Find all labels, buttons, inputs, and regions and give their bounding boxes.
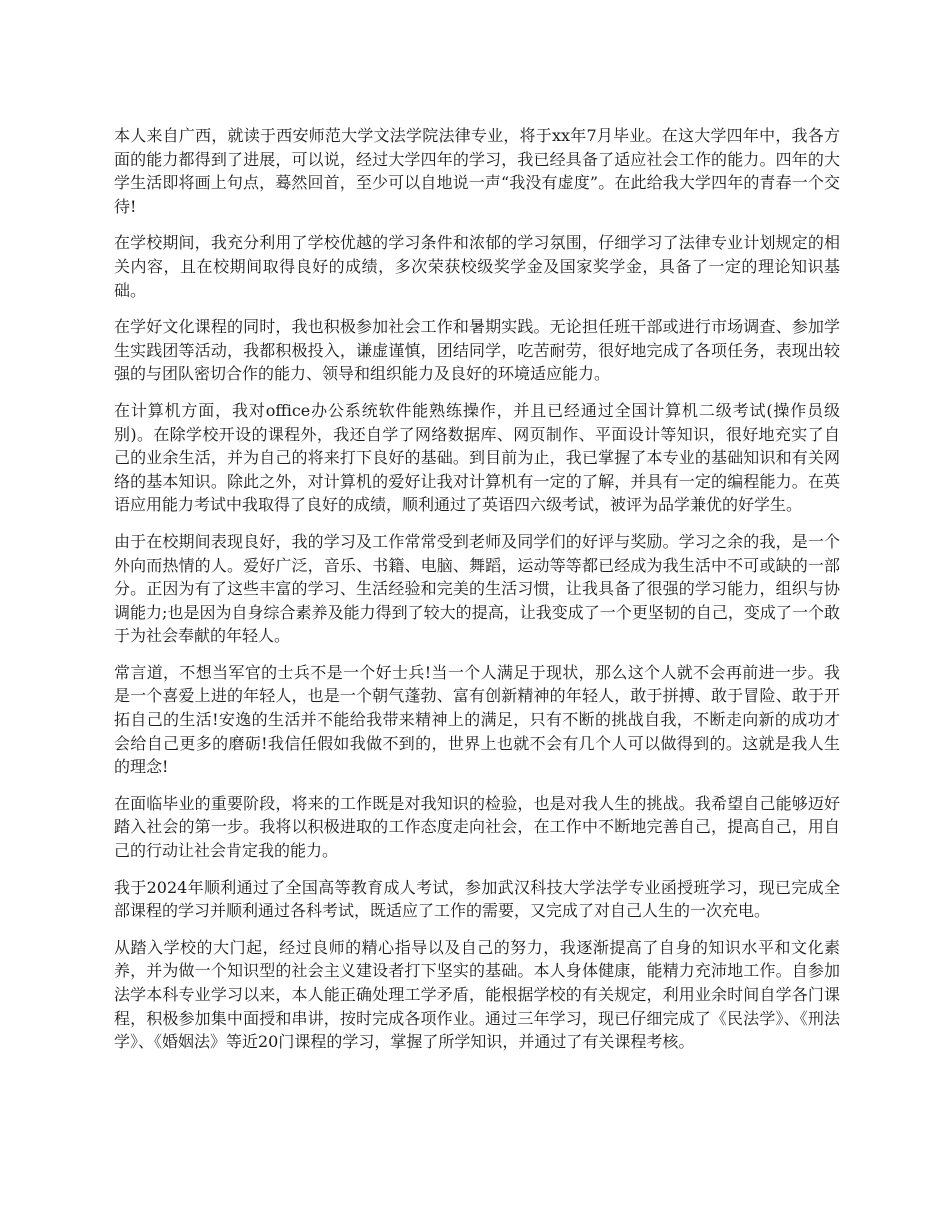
paragraph-study: 在学校期间，我充分利用了学校优越的学习条件和浓郁的学习氛围，仔细学习了法律专业计划规定的相关内容，且在校期间取得良好的成绩，多次荣获校级奖学金及国家奖学金，具备了一定的理论知识基础。 <box>114 233 840 300</box>
paragraph-computer-skills: 在计算机方面，我对office办公系统软件能熟练操作，并且已经通过全国计算机二级考试(操作员级别)。在除学校开设的课程外，我还自学了网络数据库、网页制作、平面设计等知识，很好地充实了自己的业余生活，并为自己的将来打下良好的基础。到目前为止，我已掌握了本专业的基础知识和有关网络的基本知识。除此之外，对计算机的爱好让我对计算机有一定的了解，并具有一定的编程能力。在英语应用能力考试中我取得了良好的成绩，顺利通过了英语四六级考试，被评为品学兼优的好学生。 <box>114 400 840 515</box>
paragraph-personality: 由于在校期间表现良好，我的学习及工作常常受到老师及同学们的好评与奖励。学习之余的我，是一个外向而热情的人。爱好广泛，音乐、书籍、电脑、舞蹈，运动等等都已经成为我生活中不可或缺的一部分。正因为有了这些丰富的学习、生活经验和完美的生活习惯，让我具备了很强的学习能力，组织与协调能力;也是因为自身综合素养及能力得到了较大的提高，让我变成了一个更坚韧的自己，变成了一个敢于为社会奉献的年轻人。 <box>114 531 840 646</box>
paragraph-philosophy: 常言道，不想当军官的士兵不是一个好士兵!当一个人满足于现状，那么这个人就不会再前进一步。我是一个喜爱上进的年轻人，也是一个朝气蓬勃、富有创新精神的年轻人，敢于拼搏、敢于冒险、敢于开拓自己的生活!安逸的生活并不能给我带来精神上的满足，只有不断的挑战自我，不断走向新的成功才会给自己更多的磨砺!我信任假如我做不到的，世界上也就不会有几个人可以做得到的。这就是我人生的理念! <box>114 662 840 777</box>
paragraph-graduation: 在面临毕业的重要阶段，将来的工作既是对我知识的检验，也是对我人生的挑战。我希望自己能够迈好踏入社会的第一步。我将以积极进取的工作态度走向社会，在工作中不断地完善自己，提高自己，用自己的行动让社会肯定我的能力。 <box>114 793 840 861</box>
paragraph-social-practice: 在学好文化课程的同时，我也积极参加社会工作和暑期实践。无论担任班干部或进行市场调查、参加学生实践团等活动，我都积极投入，谦虚谨慎，团结同学，吃苦耐劳，很好地完成了各项任务，表现出较强的与团队密切合作的能力、领导和组织能力及良好的环境适应能力。 <box>114 317 840 384</box>
paragraph-intro: 本人来自广西，就读于西安师范大学文法学院法律专业，将于xx年7月毕业。在这大学四年中，我各方面的能力都得到了进展，可以说，经过大学四年的学习，我已经具备了适应社会工作的能力。四年的大学生活即将画上句点，蓦然回首，至少可以自地说一声“我没有虚度”。在此给我大学四年的青春一个交待! <box>114 126 840 216</box>
paragraph-summary: 从踏入学校的大门起，经过良师的精心指导以及自己的努力，我逐渐提高了自身的知识水平和文化素养，并为做一个知识型的社会主义建设者打下坚实的基础。本人身体健康，能精力充沛地工作。自参加法学本科专业学习以来，本人能正确处理工学矛盾，能根据学校的有关规定，利用业余时间自学各门课程，积极参加集中面授和串讲，按时完成各项作业。通过三年学习，现已仔细完成了《民法学》、《刑法学》、《婚姻法》等近20门课程的学习，掌握了所学知识，并通过了有关课程考核。 <box>114 937 840 1052</box>
paragraph-adult-exam: 我于2024年顺利通过了全国高等教育成人考试，参加武汉科技大学法学专业函授班学习，现已完成全部课程的学习并顺利通过各科考试，既适应了工作的需要，又完成了对自己人生的一次充电。 <box>114 877 840 921</box>
document-body <box>114 124 840 1067</box>
